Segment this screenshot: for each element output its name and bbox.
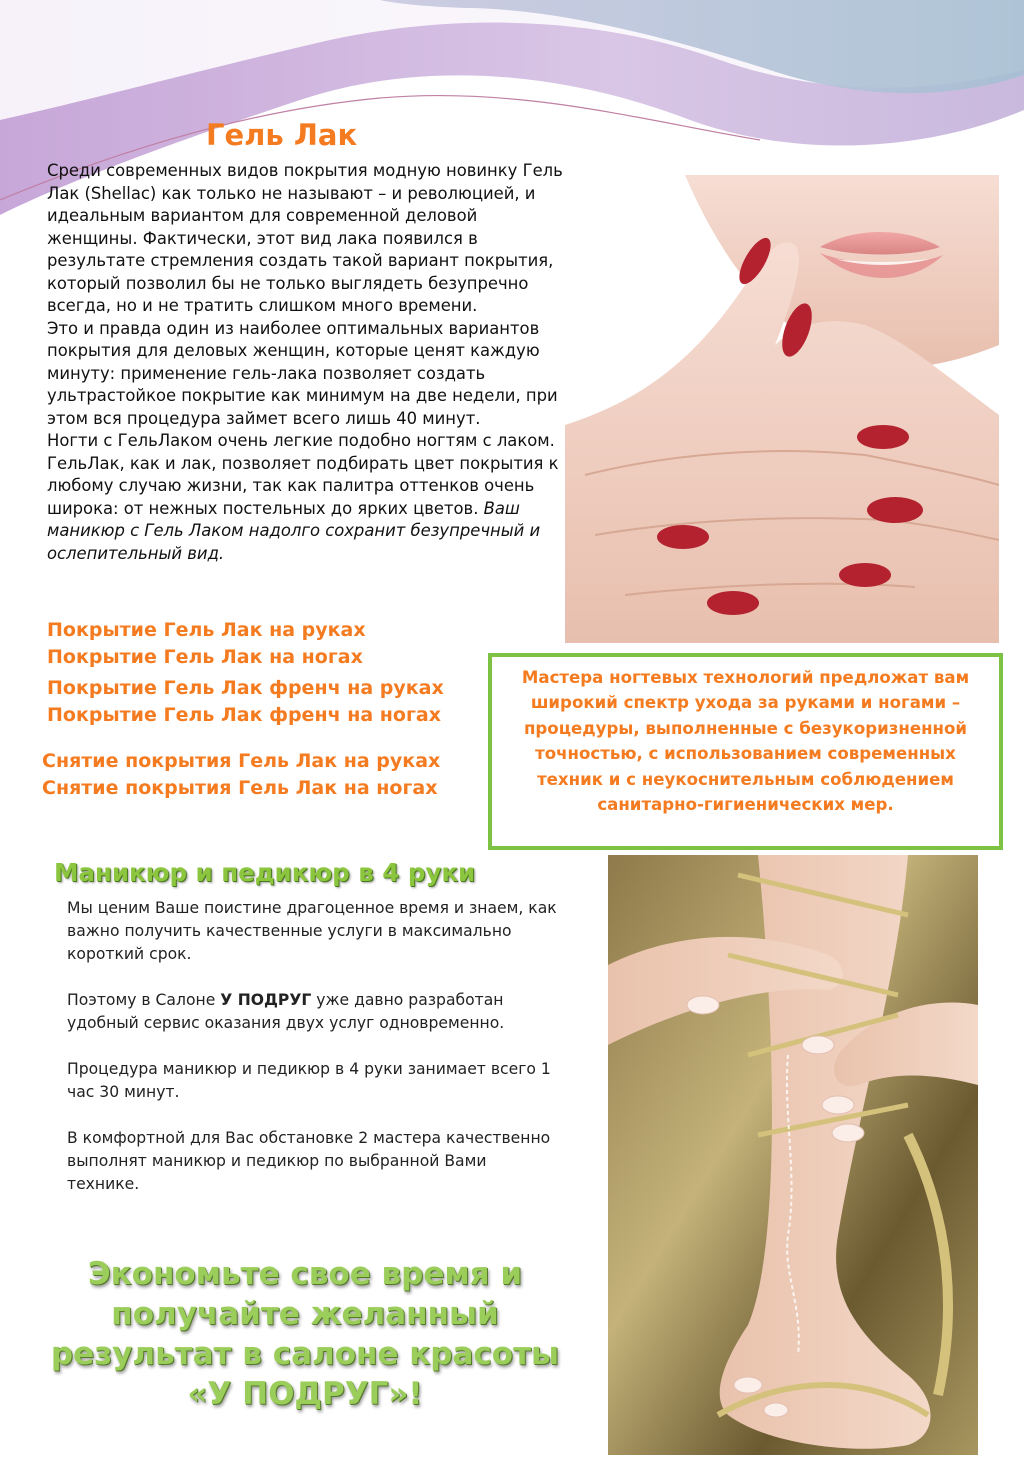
four-hands-paragraph-2	[67, 989, 557, 1035]
salon-name: У ПОДРУГ	[220, 991, 312, 1009]
four-hands-p2-post: уже давно разработан удобный сервис оказания двух услуг одновременно.	[67, 991, 505, 1032]
link-remove-hands[interactable]: Снятие покрытия Гель Лак на руках	[42, 750, 441, 772]
intro-italic-text: Ваш маникюр с Гель Лаком надолго сохранит безупречный и ослепительный вид.	[47, 498, 541, 563]
intro-text	[47, 160, 567, 565]
link-gel-feet[interactable]: Покрытие Гель Лак на ногах	[47, 646, 363, 668]
intro-paragraph-3-text: Ногти с ГельЛаком очень легкие подобно ногтям с лаком. ГельЛак, как и лак, позволяет подбирать цвет покрытия к любому случаю жизни, так как палитра оттенков очень широка: от нежных постельных до ярких цветов.	[47, 431, 559, 518]
removal-links	[42, 748, 482, 802]
slogan: Экономьте свое время и получайте желанный результат в салоне красоты «У ПОДРУГ»!	[50, 1256, 560, 1412]
link-gel-hands[interactable]: Покрытие Гель Лак на руках	[47, 619, 366, 641]
masters-info-box	[488, 653, 1003, 850]
four-hands-paragraph-1: Мы ценим Ваше поистине драгоценное время и знаем, как важно получить качественные услуги в максимально короткий срок.	[67, 899, 557, 963]
link-remove-feet[interactable]: Снятие покрытия Гель Лак на ногах	[42, 777, 438, 799]
four-hands-paragraph-3: Процедура маникюр и педикюр в 4 руки занимает всего 1 час 30 минут.	[67, 1060, 551, 1101]
link-gel-french-hands[interactable]: Покрытие Гель Лак френч на руках	[47, 677, 444, 699]
intro-paragraph-2: Это и правда один из наиболее оптимальных вариантов покрытия для деловых женщин, которые ценят каждую минуту: применение гель-лака позволяет создать ультрастойкое покрытие как минимум на две недели, при этом вся процедура займет всего лишь 40 минут.	[47, 318, 558, 428]
masters-info-text: Мастера ногтевых технологий предложат вам широкий спектр ухода за руками и ногами – процедуры, выполненные с безукоризненной точностью, с использованием современных техник и с неукоснительным соблюдением санитарно-гигиенических мер.	[521, 668, 970, 815]
intro-paragraph-1: Среди современных видов покрытия модную новинку Гель Лак (Shellac) как только не называют – и революцией, и идеальным вариантом для современной деловой женщины. Фактически, этот вид лака появился в результате стремления создать такой вариант покрытия, который позволил бы не только выглядеть безупречно всегда, но и не тратить слишком много времени.	[47, 161, 563, 315]
four-hands-paragraph-4: В комфортной для Вас обстановке 2 мастера качественно выполнят маникюр и педикюр по выбранной Вами технике.	[67, 1129, 551, 1193]
service-links	[47, 617, 487, 729]
four-hands-heading: Маникюр и педикюр в 4 руки	[54, 858, 476, 887]
intro-paragraph-3	[47, 430, 567, 565]
four-hands-p2-pre: Поэтому в Салоне	[67, 991, 221, 1009]
article-title: Гель Лак	[206, 118, 358, 152]
link-gel-french-feet[interactable]: Покрытие Гель Лак френч на ногах	[47, 704, 441, 726]
pedicure-photo	[608, 855, 978, 1455]
manicure-photo	[565, 175, 999, 643]
four-hands-text	[67, 897, 557, 1219]
